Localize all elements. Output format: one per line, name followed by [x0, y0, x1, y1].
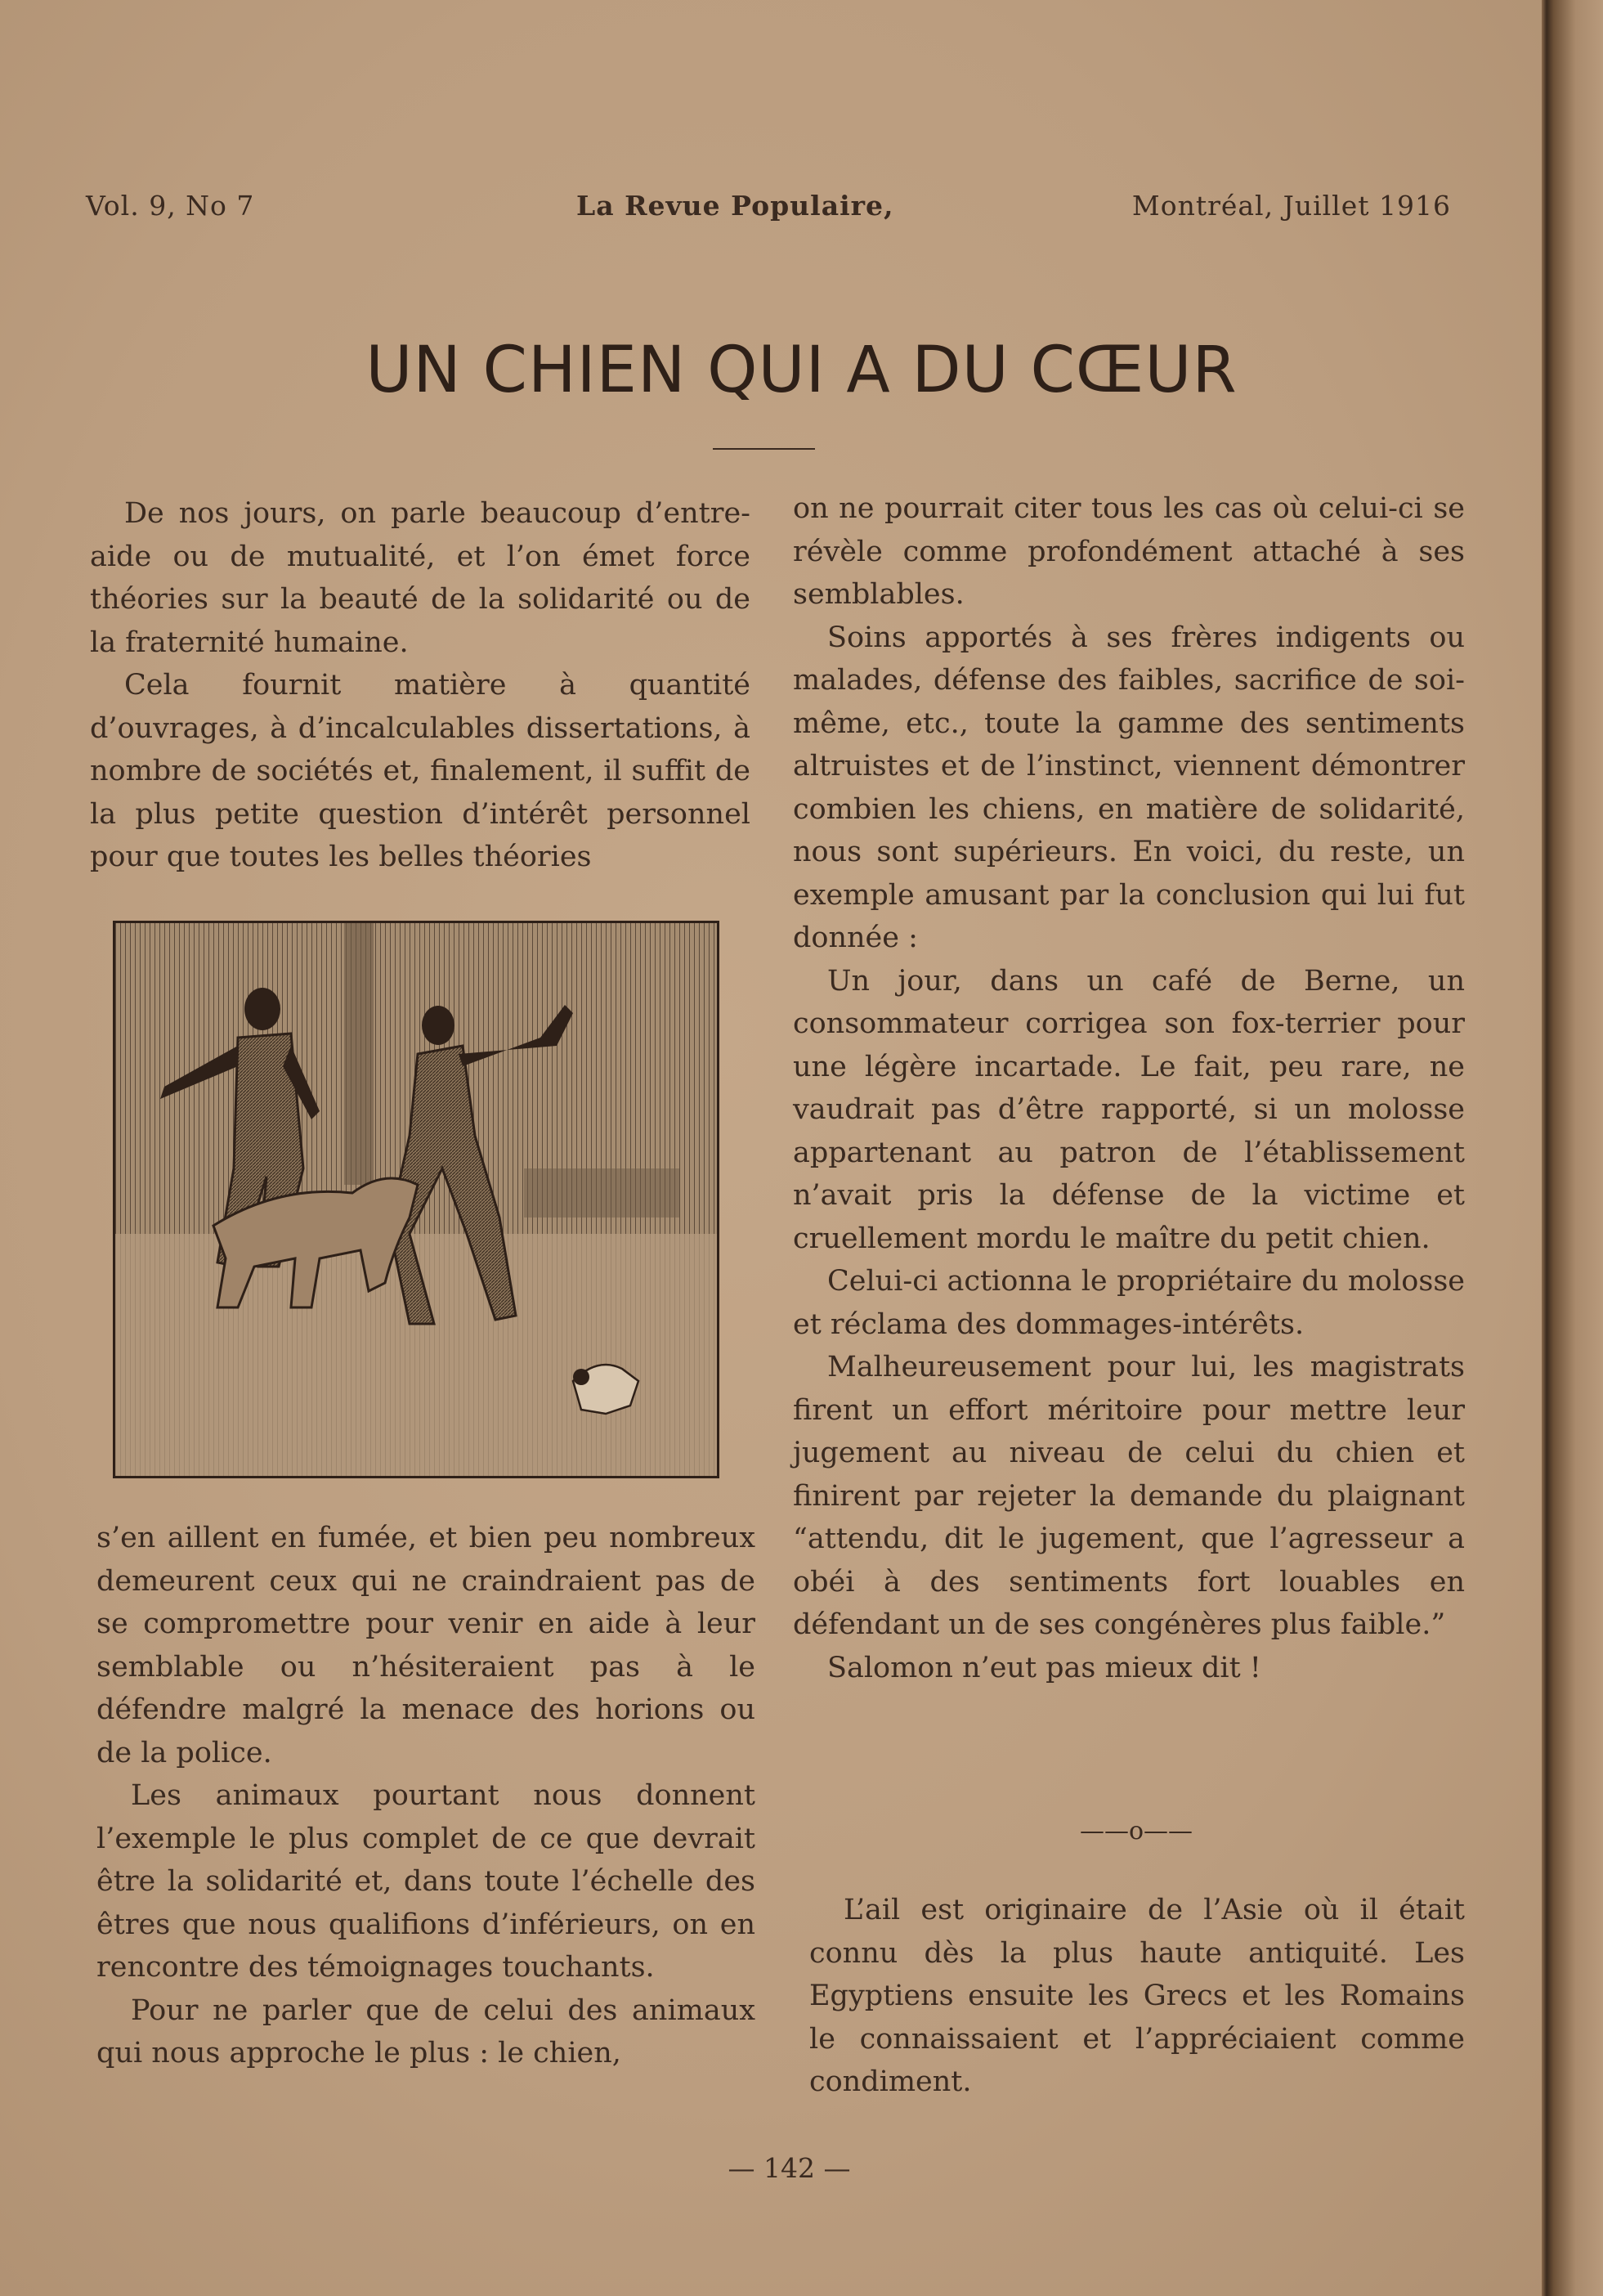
paragraph: Pour ne parler que de celui des animaux qui nous approche le plus : le chien, — [96, 1993, 755, 2070]
place-and-date: Montréal, Juillet 1916 — [1131, 190, 1451, 222]
paragraph: Les animaux pourtant nous donnent l’exemple le plus complet de ce que devrait être la solidarité et, dans toute l’échelle des êtres que nous qualifions d’inférieurs, on en rencontre des témoignages touchants. — [96, 1779, 755, 1984]
engraving-illustration — [113, 921, 719, 1478]
paragraph: De nos jours, on parle beaucoup d’entre-aide ou de mutualité, et l’on émet force théories sur la beauté de la solidarité ou de la fraternité humaine. — [90, 497, 750, 659]
publication-name: La Revue Populaire, — [576, 190, 894, 222]
paragraph: s’en aillent en fumée, et bien peu nombreux demeurent ceux qui ne craindraient pas de se compromettre pour venir en aide à leur semblable ou n’hésiteraient pas à le défendre malgré la menace des horions ou de la police. — [96, 1522, 755, 1769]
right-column — [793, 487, 1465, 1689]
paragraph: on ne pourrait citer tous les cas où celui-ci se révèle comme profondément attaché à ses semblables. — [793, 492, 1465, 611]
running-header — [86, 190, 1451, 222]
paragraph: Malheureusement pour lui, les magistrats firent un effort méritoire pour mettre leur jugement au niveau de celui du chien et finirent par rejeter la demande du plaignant “attendu, dit le jugement, que l’agresseur a obéi à des sentiments fort louables en défendant un de ses congénères plus faible.” — [793, 1351, 1465, 1641]
volume-number: Vol. 9, No 7 — [86, 190, 255, 222]
paragraph: Soins apportés à ses frères indigents ou malades, défense des faibles, sacrifice de soi-même, etc., toute la gamme des sentiments altruistes et de l’instinct, viennent démontrer combien les chiens, en matière de solidarité, nous sont supérieurs. En voici, du reste, un exemple amusant par la conclusion qui lui fut donnée : — [793, 621, 1465, 954]
engraving-men-and-dog — [115, 923, 717, 1476]
paragraph: Salomon n’eut pas mieux dit ! — [827, 1651, 1261, 1684]
paragraph: Cela fournit matière à quantité d’ouvrages, à d’incalculables dissertations, à nombre de sociétés et, finalement, il suffit de la plus petite question d’intérêt personnel pour que toutes les belles théories — [90, 669, 750, 873]
title-rule — [713, 448, 815, 450]
left-column-top — [90, 492, 750, 879]
left-column-bottom — [96, 1517, 755, 2075]
filler-paragraph-block — [809, 1889, 1465, 2104]
paragraph: Un jour, dans un café de Berne, un consommateur corrigea son fox-terrier pour une légère incartade. Le fait, peu rare, ne vaudrait pas d’être rapporté, si un molosse appartenant au patron de l’établissement n’avait pris la défense de la victime et cruellement mordu le maître du petit chien. — [793, 964, 1465, 1255]
paragraph: Celui-ci actionna le propriétaire du molosse et réclama des dommages-intérêts. — [793, 1265, 1465, 1341]
paragraph: L’ail est originaire de l’Asie où il était connu dès la plus haute antiquité. Les Egyptiens ensuite les Grecs et les Romains le connaissaient et l’appréciaient comme condiment. — [809, 1894, 1465, 2098]
page-number: — 142 — — [728, 2152, 851, 2184]
section-separator: ——o—— — [1079, 1817, 1193, 1845]
article-title: UN CHIEN QUI A DU CŒUR — [365, 334, 1238, 407]
